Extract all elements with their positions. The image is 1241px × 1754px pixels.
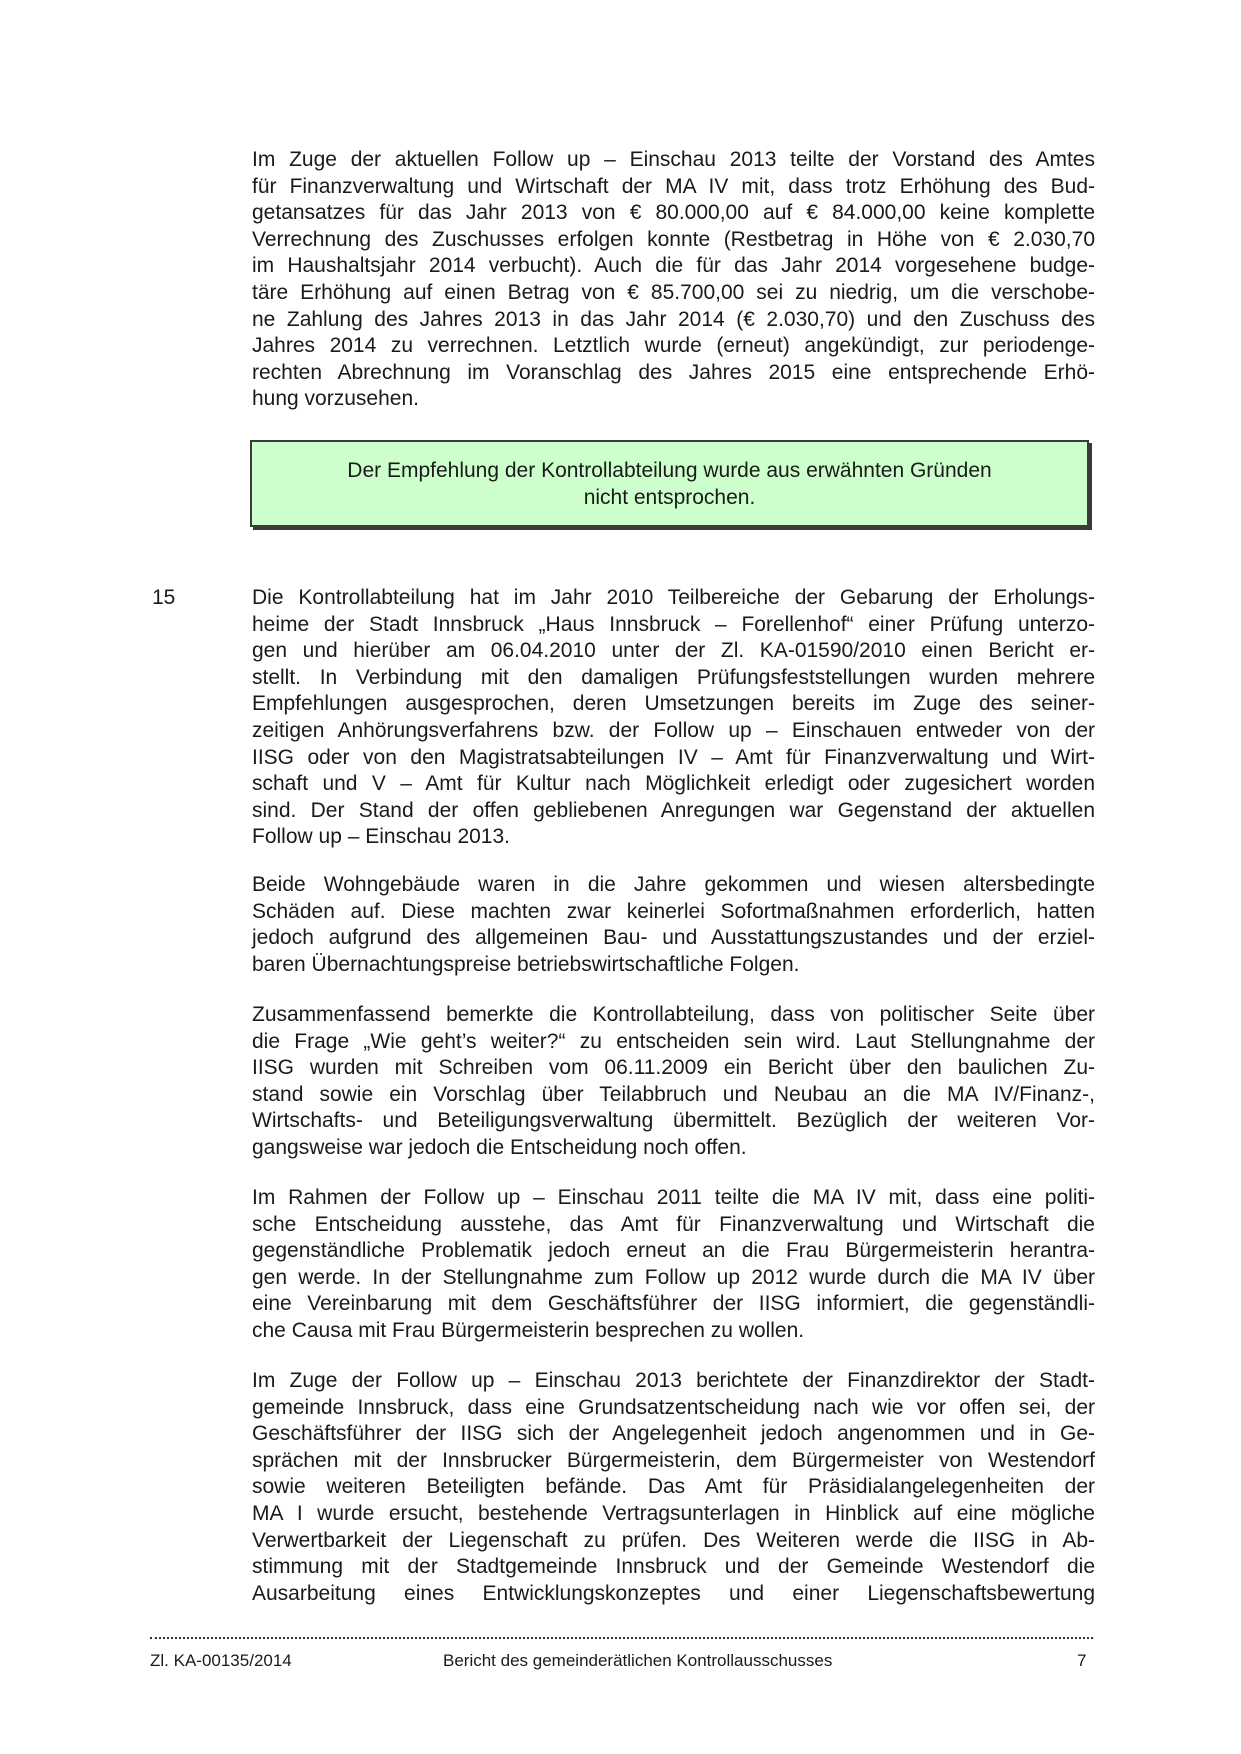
- text-line: getansatzes für das Jahr 2013 von € 80.000,00 auf € 84.000,00 keine komplette: [252, 201, 1095, 225]
- text-line: zeitigen Anhörungsverfahrens bzw. der Follow up – Einschauen entweder von der: [252, 718, 1095, 742]
- text-line: Follow up – Einschau 2013.: [252, 825, 510, 849]
- text-line: rechten Abrechnung im Voranschlag des Jahres 2015 eine entsprechende Erhö-: [252, 360, 1095, 384]
- section-paragraph-1: [252, 585, 1095, 851]
- text-line: che Causa mit Frau Bürgermeisterin besprechen zu wollen.: [252, 1318, 805, 1342]
- recommendation-text-line-1: Der Empfehlung der Kontrollabteilung wurde aus erwähnten Gründen: [347, 459, 992, 482]
- text-line: gegenständliche Problematik jedoch erneut an die Frau Bürgermeisterin herantra-: [252, 1239, 1095, 1263]
- section-number: 15: [152, 586, 176, 609]
- text-line: Im Zuge der Follow up – Einschau 2013 berichtete der Finanzdirektor der Stadt-: [252, 1369, 1095, 1392]
- footer-divider: [150, 1637, 1093, 1639]
- text-line: gen und hierüber am 06.04.2010 unter der Zl. KA-01590/2010 einen Bericht er-: [252, 639, 1095, 663]
- text-line: Die Kontrollabteilung hat im Jahr 2010 Teilbereiche der Gebarung der Erholungs-: [252, 586, 1095, 609]
- section-paragraph-4: [252, 1185, 1095, 1345]
- text-line: im Haushaltsjahr 2014 verbucht). Auch die für das Jahr 2014 vorgesehene budge-: [252, 254, 1095, 278]
- text-line: Verrechnung des Zuschusses erfolgen konnte (Restbetrag in Höhe von € 2.030,70: [252, 227, 1095, 251]
- text-line: schaft und V – Amt für Kultur nach Möglichkeit erledigt oder zugesichert worden: [252, 772, 1095, 796]
- footer-reference: Zl. KA-00135/2014: [150, 1651, 292, 1670]
- section-paragraph-5: [252, 1368, 1095, 1607]
- recommendation-text-line-2: nicht entsprochen.: [583, 486, 756, 509]
- text-line: Empfehlungen ausgesprochen, deren Umsetzungen bereits im Zuge des seiner-: [252, 692, 1095, 716]
- text-line: Wirtschafts- und Beteiligungsverwaltung übermittelt. Bezüglich der weiteren Vor-: [252, 1109, 1095, 1133]
- text-line: baren Übernachtungspreise betriebswirtschaftliche Folgen.: [252, 952, 800, 976]
- text-line: IISG wurden mit Schreiben vom 06.11.2009 ein Bericht über den baulichen Zu-: [252, 1056, 1095, 1080]
- text-line: die Frage „Wie geht’s weiter?“ zu entscheiden sein wird. Laut Stellungnahme der: [252, 1029, 1095, 1053]
- text-line: Geschäftsführer der IISG sich der Angelegenheit jedoch angenommen und in Ge-: [252, 1422, 1095, 1446]
- text-line: IISG oder von den Magistratsabteilungen IV – Amt für Finanzverwaltung und Wirt-: [252, 745, 1095, 769]
- text-line: stellt. In Verbindung mit den damaligen Prüfungsfeststellungen wurden mehrere: [252, 665, 1095, 689]
- intro-paragraph: [252, 147, 1095, 413]
- text-line: gangsweise war jedoch die Entscheidung noch offen.: [252, 1135, 747, 1159]
- recommendation-box: [250, 440, 1089, 527]
- text-line: sind. Der Stand der offen gebliebenen Anregungen war Gegenstand der aktuellen: [252, 798, 1095, 822]
- text-line: jedoch aufgrund des allgemeinen Bau- und Ausstattungszustandes und der erziel-: [252, 926, 1095, 950]
- text-line: ne Zahlung des Jahres 2013 in das Jahr 2014 (€ 2.030,70) und den Zuschuss des: [252, 307, 1095, 331]
- text-line: täre Erhöhung auf einen Betrag von € 85.700,00 sei zu niedrig, um die verschobe-: [252, 280, 1095, 304]
- text-line: sche Entscheidung ausstehe, das Amt für Finanzverwaltung und Wirtschaft die: [252, 1212, 1095, 1236]
- text-line: stand sowie ein Vorschlag über Teilabbruch und Neubau an die MA IV/Finanz-,: [252, 1082, 1095, 1106]
- text-line: sowie weiteren Beteiligten befände. Das Amt für Präsidialangelegenheiten der: [252, 1475, 1095, 1499]
- text-line: MA I wurde ersucht, bestehende Vertragsunterlagen in Hinblick auf eine mögliche: [252, 1501, 1095, 1525]
- text-line: Beide Wohngebäude waren in die Jahre gekommen und wiesen altersbedingte: [252, 873, 1095, 896]
- text-line: Im Zuge der aktuellen Follow up – Einschau 2013 teilte der Vorstand des Amtes: [252, 148, 1095, 171]
- text-line: Zusammenfassend bemerkte die Kontrollabteilung, dass von politischer Seite über: [252, 1003, 1095, 1026]
- text-line: für Finanzverwaltung und Wirtschaft der MA IV mit, dass trotz Erhöhung des Bud-: [252, 174, 1095, 198]
- page-number: 7: [1077, 1651, 1087, 1670]
- text-line: Im Rahmen der Follow up – Einschau 2011 teilte die MA IV mit, dass eine politi-: [252, 1186, 1095, 1209]
- text-line: Ausarbeitung eines Entwicklungskonzeptes und einer Liegenschaftsbewertung: [252, 1581, 1095, 1605]
- section-paragraph-2: [252, 872, 1095, 978]
- section-paragraph-3: [252, 1002, 1095, 1162]
- text-line: gen werde. In der Stellungnahme zum Follow up 2012 wurde durch die MA IV über: [252, 1265, 1095, 1289]
- text-line: eine Vereinbarung mit dem Geschäftsführer der IISG informiert, die gegenständli-: [252, 1292, 1095, 1316]
- text-line: hung vorzusehen.: [252, 387, 419, 411]
- footer-title: Bericht des gemeinderätlichen Kontrollausschusses: [443, 1651, 833, 1670]
- text-line: sprächen mit der Innsbrucker Bürgermeisterin, dem Bürgermeister von Westendorf: [252, 1448, 1095, 1472]
- text-line: Verwertbarkeit der Liegenschaft zu prüfen. Des Weiteren werde die IISG in Ab-: [252, 1528, 1095, 1552]
- text-line: stimmung mit der Stadtgemeinde Innsbruck und der Gemeinde Westendorf die: [252, 1555, 1095, 1579]
- text-line: Schäden auf. Diese machten zwar keinerlei Sofortmaßnahmen erforderlich, hatten: [252, 899, 1095, 923]
- text-line: heime der Stadt Innsbruck „Haus Innsbruck – Forellenhof“ einer Prüfung unterzo-: [252, 612, 1095, 636]
- text-line: gemeinde Innsbruck, dass eine Grundsatzentscheidung nach wie vor offen sei, der: [252, 1395, 1095, 1419]
- text-line: Jahres 2014 zu verrechnen. Letztlich wurde (erneut) angekündigt, zur periodenge-: [252, 334, 1095, 358]
